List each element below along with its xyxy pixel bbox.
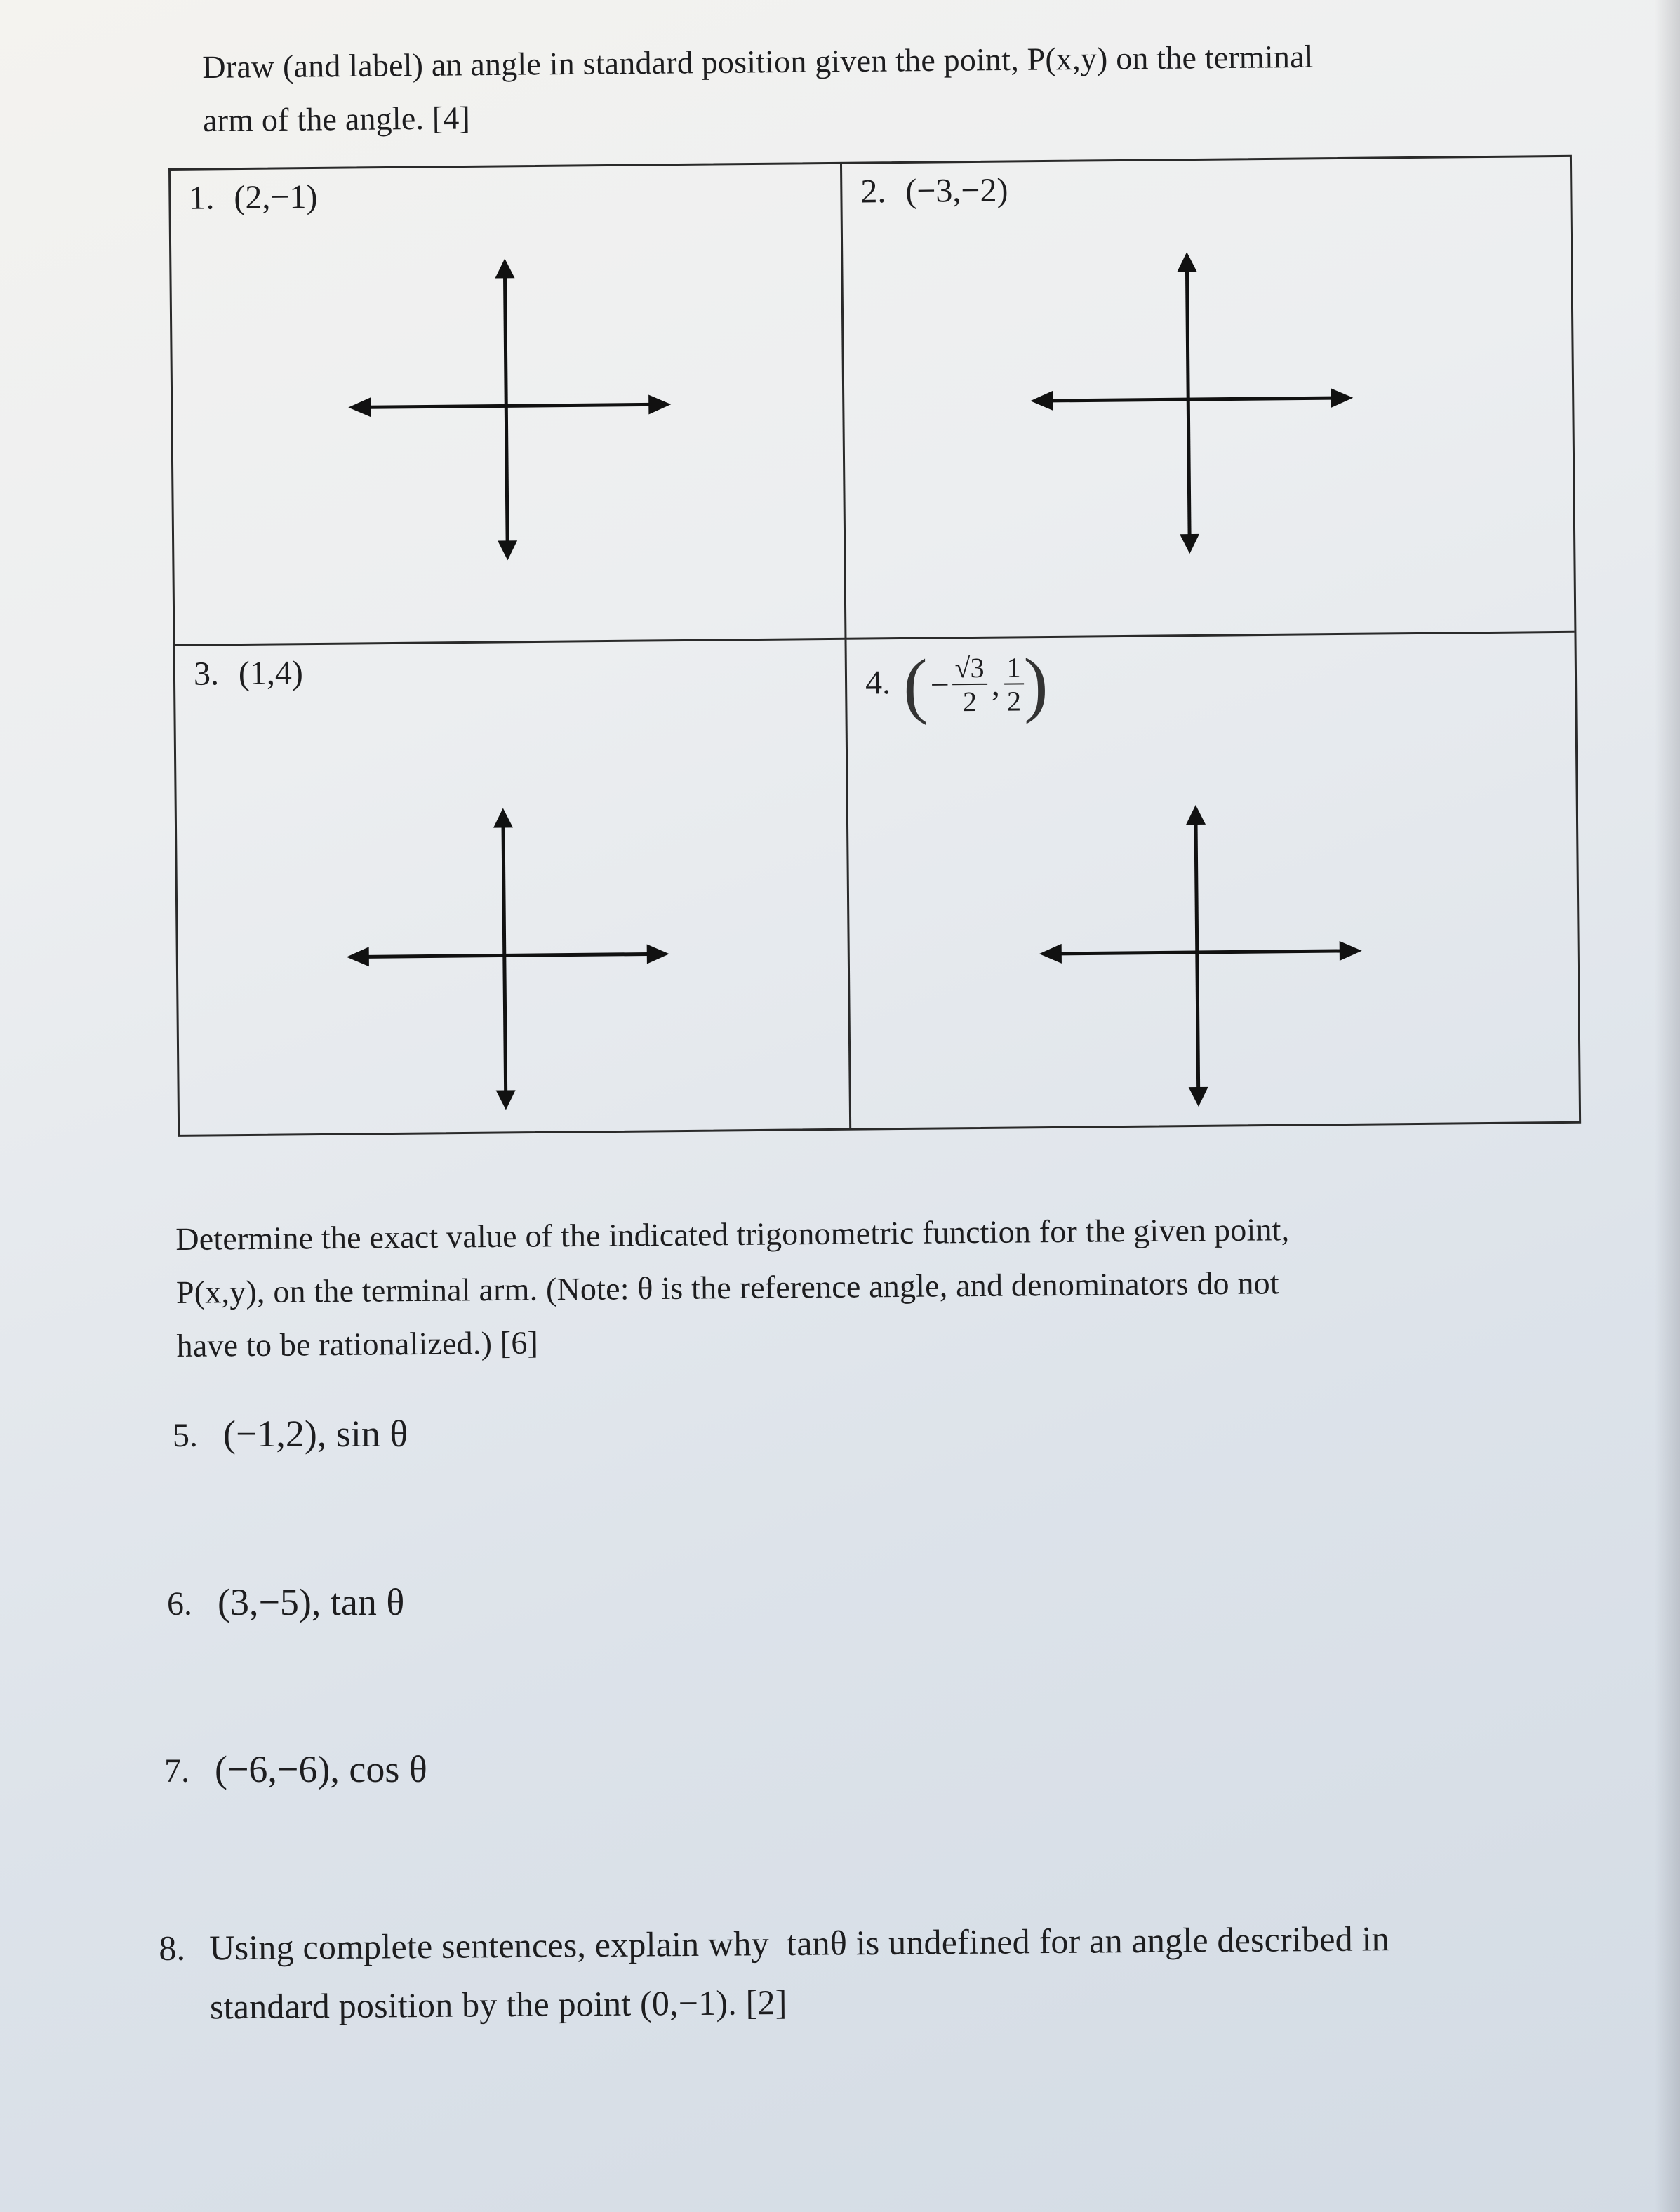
x-denominator: 2: [962, 685, 978, 717]
problem-number: 1.: [189, 179, 215, 217]
section1-instructions: [202, 30, 1314, 147]
problem-3-label: [194, 653, 303, 693]
problem-number: 2.: [860, 173, 886, 211]
problem-4-label: [865, 642, 1048, 727]
graph-cell-2: [842, 157, 1574, 640]
question-8-line2: standard position by the point (0,−1). [2]: [209, 1982, 787, 2027]
problem-1-label: [189, 178, 318, 218]
graph-cell-1: [171, 164, 846, 646]
left-paren: (: [902, 644, 928, 726]
page-edge-shadow: [1655, 0, 1680, 2212]
coordinate-axes: [1038, 804, 1364, 1108]
question-8-line1: Using complete sentences, explain why tanθ is undefined for an angle described in: [209, 1919, 1390, 1968]
coordinate-axes: [345, 806, 671, 1111]
problem-point: (1,4): [238, 654, 304, 693]
coordinate-axes: [1029, 251, 1354, 555]
graph-cell-3: [175, 640, 852, 1135]
right-paren: ): [1023, 644, 1048, 725]
x-sign: −: [930, 666, 950, 704]
y-numerator: 1: [1004, 653, 1023, 684]
question-6: [167, 1580, 404, 1624]
question-text: (3,−5), tan θ: [218, 1581, 405, 1623]
question-number: 6.: [167, 1585, 192, 1623]
section2-instruction-line3: have to be rationalized.) [6]: [176, 1324, 539, 1364]
section1-instruction-line2: arm of the angle. [4]: [202, 100, 471, 138]
section2-instruction-line1: Determine the exact value of the indicated trigonometric function for the given point,: [175, 1211, 1290, 1257]
question-7: [164, 1747, 427, 1791]
problem-number: 3.: [193, 655, 220, 693]
problem-2-label: [860, 171, 1008, 211]
question-5: [173, 1412, 408, 1455]
graph-grid: [168, 155, 1581, 1137]
problem-number: 4.: [865, 663, 891, 702]
question-number: 5.: [173, 1417, 198, 1454]
section1-instruction-line1: Draw (and label) an angle in standard position given the point, P(x,y) on the terminal: [202, 38, 1314, 85]
coordinate-axes: [347, 257, 672, 561]
question-number: 7.: [164, 1752, 189, 1790]
separator: ,: [991, 665, 1001, 703]
section2-instructions: [175, 1203, 1291, 1373]
y-denominator: 2: [1006, 684, 1022, 717]
question-text: (−6,−6), cos θ: [215, 1748, 427, 1790]
graph-cell-4: [846, 633, 1579, 1128]
problem-point: (−3,−2): [905, 171, 1008, 210]
x-fraction: [952, 653, 987, 715]
section2-instruction-line2: P(x,y), on the terminal arm. (Note: θ is the reference angle, and denominators do not: [175, 1265, 1280, 1310]
question-text: (−1,2), sin θ: [223, 1413, 408, 1455]
question-8-number: 8.: [159, 1928, 186, 1968]
question-8: [159, 1909, 1390, 2037]
problem-point: (2,−1): [234, 178, 318, 217]
y-fraction: [1004, 653, 1024, 715]
x-numerator: √3: [952, 653, 987, 684]
